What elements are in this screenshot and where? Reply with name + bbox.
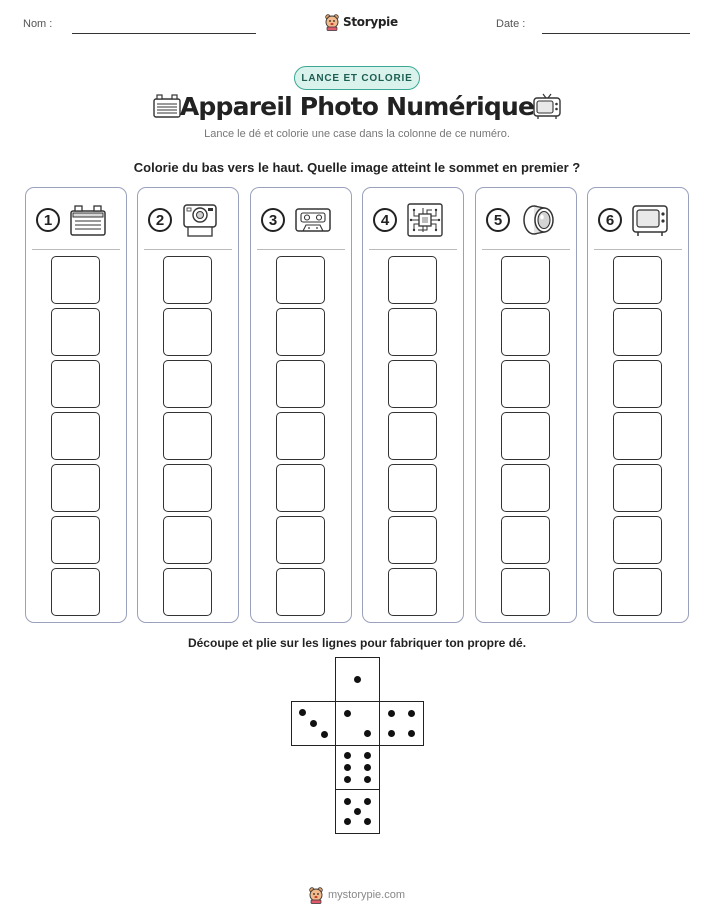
color-cell[interactable] <box>388 464 437 512</box>
color-cell[interactable] <box>613 256 662 304</box>
color-cell[interactable] <box>613 360 662 408</box>
date-label: Date : <box>496 18 526 30</box>
column-5 <box>475 187 577 623</box>
color-cell[interactable] <box>276 412 325 460</box>
column-4 <box>362 187 464 623</box>
die-face-1 <box>335 657 380 702</box>
color-cell[interactable] <box>51 360 100 408</box>
color-cell[interactable] <box>613 516 662 564</box>
cassette-tape-icon <box>293 202 333 238</box>
color-cell[interactable] <box>163 308 212 356</box>
activity-badge: LANCE ET COLORIE <box>294 66 420 90</box>
name-line[interactable] <box>72 33 256 34</box>
color-cell[interactable] <box>51 516 100 564</box>
die-face-2 <box>335 701 380 746</box>
color-cell[interactable] <box>163 360 212 408</box>
column-divider <box>369 249 457 250</box>
color-cell[interactable] <box>501 412 550 460</box>
coloring-instruction: Colorie du bas vers le haut. Quelle image atteint le sommet en premier ? <box>133 160 581 175</box>
storypie-mascot-icon <box>308 886 324 904</box>
color-cell[interactable] <box>163 568 212 616</box>
color-cell[interactable] <box>163 516 212 564</box>
color-cell[interactable] <box>501 360 550 408</box>
microchip-icon <box>405 202 445 238</box>
instant-camera-icon <box>180 202 220 238</box>
column-number: 2 <box>148 208 172 232</box>
color-cell[interactable] <box>163 464 212 512</box>
column-3 <box>250 187 352 623</box>
color-cell[interactable] <box>388 516 437 564</box>
color-cell[interactable] <box>51 464 100 512</box>
color-cell[interactable] <box>501 516 550 564</box>
color-cell[interactable] <box>51 308 100 356</box>
color-cell[interactable] <box>388 412 437 460</box>
color-cell[interactable] <box>276 568 325 616</box>
color-cell[interactable] <box>613 308 662 356</box>
column-1 <box>25 187 127 623</box>
column-number: 5 <box>486 208 510 232</box>
color-cell[interactable] <box>51 256 100 304</box>
camera-lens-icon <box>518 202 558 238</box>
die-face-3 <box>291 701 336 746</box>
color-cell[interactable] <box>501 568 550 616</box>
color-cell[interactable] <box>388 256 437 304</box>
color-cell[interactable] <box>276 256 325 304</box>
column-divider <box>594 249 682 250</box>
color-cell[interactable] <box>51 412 100 460</box>
footer-url[interactable]: mystorypie.com <box>328 889 406 901</box>
color-cell[interactable] <box>388 568 437 616</box>
column-number: 1 <box>36 208 60 232</box>
color-cell[interactable] <box>276 464 325 512</box>
brand-logo <box>324 13 398 31</box>
color-cell[interactable] <box>276 308 325 356</box>
color-cell[interactable] <box>276 360 325 408</box>
color-cell[interactable] <box>501 464 550 512</box>
color-cell[interactable] <box>613 412 662 460</box>
die-face-4 <box>379 701 424 746</box>
column-number: 3 <box>261 208 285 232</box>
retro-tv-icon <box>630 202 670 238</box>
brand-name: Storypie <box>343 15 398 29</box>
die-face-6 <box>335 745 380 790</box>
column-2 <box>137 187 239 623</box>
column-number: 4 <box>373 208 397 232</box>
retro-tv-icon <box>531 92 563 120</box>
storypie-mascot-icon <box>324 13 340 31</box>
page-title: Appareil Photo Numérique <box>179 92 535 121</box>
color-cell[interactable] <box>613 568 662 616</box>
date-line[interactable] <box>542 33 690 34</box>
die-instruction: Découpe et plie sur les lignes pour fabriquer ton propre dé. <box>187 636 527 650</box>
column-6 <box>587 187 689 623</box>
column-divider <box>257 249 345 250</box>
color-cell[interactable] <box>501 308 550 356</box>
footer <box>308 886 405 904</box>
color-cell[interactable] <box>388 360 437 408</box>
car-battery-icon <box>68 202 108 238</box>
subtitle: Lance le dé et colorie une case dans la colonne de ce numéro. <box>204 128 510 140</box>
color-cell[interactable] <box>163 256 212 304</box>
color-cell[interactable] <box>388 308 437 356</box>
column-divider <box>482 249 570 250</box>
column-divider <box>144 249 232 250</box>
color-cell[interactable] <box>276 516 325 564</box>
name-label: Nom : <box>23 18 53 30</box>
column-number: 6 <box>598 208 622 232</box>
color-cell[interactable] <box>163 412 212 460</box>
die-face-5 <box>335 789 380 834</box>
color-cell[interactable] <box>51 568 100 616</box>
column-divider <box>32 249 120 250</box>
color-cell[interactable] <box>501 256 550 304</box>
color-cell[interactable] <box>613 464 662 512</box>
